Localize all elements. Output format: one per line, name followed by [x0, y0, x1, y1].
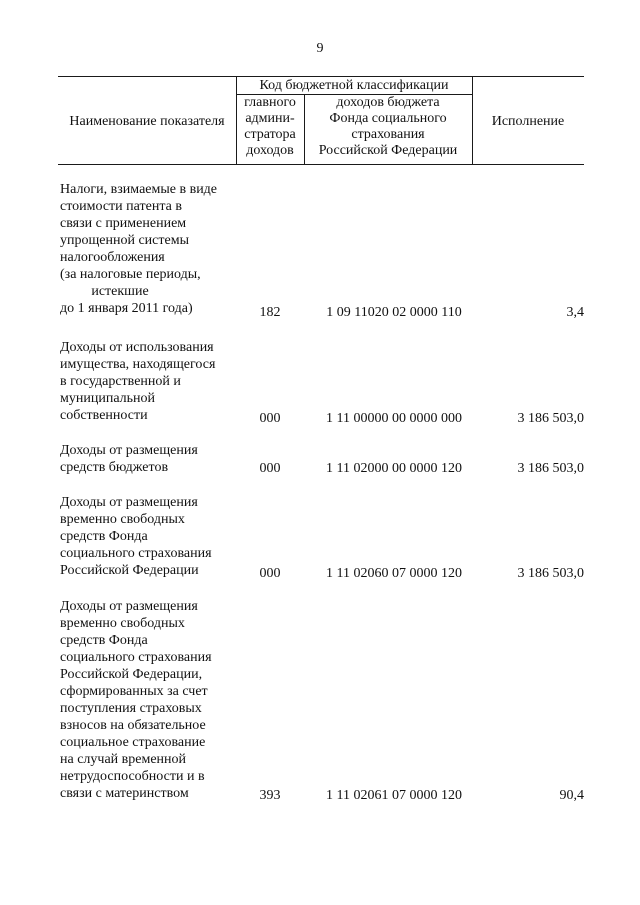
row-admin-code: 000: [259, 566, 281, 581]
header-top-rule: [58, 76, 584, 77]
row-name-line: Доходы от размещения: [60, 495, 198, 510]
row-name-line: до 1 января 2011 года): [60, 301, 193, 316]
header-group-title: Код бюджетной классификации: [259, 78, 449, 93]
row-name-line: Доходы от размещения: [60, 443, 198, 458]
row-name-line: социального страхования: [60, 546, 212, 561]
header-income-line: доходов бюджета: [336, 95, 440, 110]
row-name-line: в государственной и: [60, 374, 181, 389]
row-amount: 3 186 503,0: [517, 411, 584, 426]
row-name-line: Доходы от размещения: [60, 599, 198, 614]
row-amount: 3 186 503,0: [517, 461, 584, 476]
table-row: [0, 181, 640, 321]
row-name-line: упрощенной системы: [60, 233, 189, 248]
row-amount: 3,4: [566, 305, 584, 320]
row-amount: 3 186 503,0: [517, 566, 584, 581]
row-admin-code: 000: [259, 461, 281, 476]
table-row: [0, 494, 640, 582]
row-name-line: социальное страхование: [60, 735, 206, 750]
table-row: [0, 598, 640, 804]
row-name-line: Российской Федерации,: [60, 667, 203, 682]
header-income-line: Российской Федерации: [318, 143, 458, 158]
table-row: [0, 339, 640, 427]
header-bottom-rule: [58, 164, 584, 165]
row-name-line: собственности: [60, 408, 148, 423]
row-name-line: временно свободных: [60, 512, 185, 527]
row-name-line: социального страхования: [60, 650, 212, 665]
row-admin-code: 182: [259, 305, 281, 320]
header-execution-column: Исполнение: [491, 114, 565, 129]
row-name-line: взносов на обязательное: [60, 718, 206, 733]
row-name-line: нетрудоспособности и в: [60, 769, 205, 784]
row-name-line: Доходы от использования: [60, 340, 214, 355]
row-name: [60, 494, 238, 579]
row-name-line: муниципальной: [60, 391, 156, 406]
row-name-line: средств Фонда: [60, 633, 148, 648]
row-name-line: сформированных за счет: [60, 684, 208, 699]
header-income-line: Фонда социального: [329, 111, 447, 126]
header-admin-line: главного: [244, 95, 296, 110]
row-name-line: имущества, находящегося: [60, 357, 216, 372]
row-name-line: средств бюджетов: [60, 460, 169, 475]
row-name-line: связи с материнством: [60, 786, 189, 801]
row-name-line: на случай временной: [60, 752, 187, 767]
row-amount: 90,4: [559, 788, 584, 803]
row-budget-code: 1 09 11020 02 0000 110: [326, 305, 462, 320]
page-number: 9: [316, 41, 324, 56]
header-income-column: [304, 95, 472, 159]
row-name: [60, 181, 238, 317]
row-name-line: поступления страховых: [60, 701, 202, 716]
row-name-line: стоимости патента в: [60, 199, 182, 214]
header-admin-line: стратора: [244, 127, 296, 142]
table-row: [0, 442, 640, 477]
row-name: [60, 339, 238, 424]
header-admin-line: админи-: [245, 111, 295, 126]
row-name-line: Российской Федерации: [60, 563, 199, 578]
row-name-line: истекшие: [91, 284, 149, 299]
row-name-line: средств Фонда: [60, 529, 148, 544]
row-budget-code: 1 11 02060 07 0000 120: [326, 566, 462, 581]
row-admin-code: 000: [259, 411, 281, 426]
header-admin-line: доходов: [246, 143, 294, 158]
row-name-line: Налоги, взимаемые в виде: [60, 182, 218, 197]
row-name-line: (за налоговые периоды,: [60, 267, 201, 282]
row-name-line: временно свободных: [60, 616, 185, 631]
row-budget-code: 1 11 00000 00 0000 000: [326, 411, 462, 426]
row-budget-code: 1 11 02000 00 0000 120: [326, 461, 462, 476]
row-name: [60, 598, 238, 802]
header-income-line: страхования: [351, 127, 425, 142]
header-name-column: Наименование показателя: [69, 114, 225, 129]
row-name-line: связи с применением: [60, 216, 187, 231]
row-admin-code: 393: [259, 788, 281, 803]
row-name: [60, 442, 238, 476]
row-name-line: налогообложения: [60, 250, 165, 265]
header-admin-column: [236, 95, 304, 159]
row-budget-code: 1 11 02061 07 0000 120: [326, 788, 462, 803]
